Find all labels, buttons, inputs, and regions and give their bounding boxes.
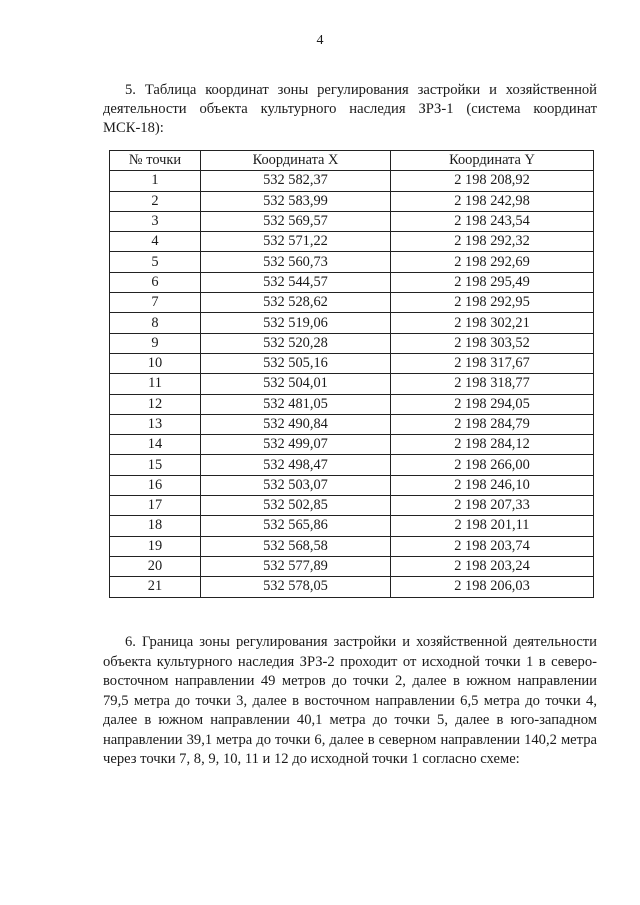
cell-coordinate-x: 532 503,07: [201, 475, 391, 495]
table-row: [110, 353, 594, 373]
table-row: [110, 577, 594, 597]
cell-coordinate-y: 2 198 242,98: [391, 191, 594, 211]
cell-coordinate-x: 532 582,37: [201, 171, 391, 191]
cell-coordinate-y: 2 198 208,92: [391, 171, 594, 191]
cell-coordinate-y: 2 198 266,00: [391, 455, 594, 475]
cell-coordinate-y: 2 198 318,77: [391, 374, 594, 394]
cell-point-number: 7: [110, 293, 201, 313]
cell-coordinate-x: 532 502,85: [201, 496, 391, 516]
table-row: [110, 536, 594, 556]
table-row: [110, 232, 594, 252]
cell-point-number: 5: [110, 252, 201, 272]
cell-coordinate-x: 532 498,47: [201, 455, 391, 475]
cell-coordinate-x: 532 544,57: [201, 272, 391, 292]
cell-coordinate-y: 2 198 284,12: [391, 435, 594, 455]
cell-point-number: 21: [110, 577, 201, 597]
cell-point-number: 9: [110, 333, 201, 353]
table-row: [110, 516, 594, 536]
table-row: [110, 394, 594, 414]
cell-point-number: 2: [110, 191, 201, 211]
cell-coordinate-y: 2 198 303,52: [391, 333, 594, 353]
cell-coordinate-x: 532 583,99: [201, 191, 391, 211]
table-row: [110, 171, 594, 191]
cell-coordinate-y: 2 198 317,67: [391, 353, 594, 373]
cell-coordinate-y: 2 198 294,05: [391, 394, 594, 414]
table-row: [110, 374, 594, 394]
table-row: [110, 211, 594, 231]
coordinates-table: [109, 150, 594, 598]
cell-coordinate-x: 532 519,06: [201, 313, 391, 333]
table-body: [110, 171, 594, 597]
table-header-row: [110, 151, 594, 171]
cell-coordinate-y: 2 198 292,32: [391, 232, 594, 252]
cell-coordinate-x: 532 490,84: [201, 414, 391, 434]
cell-coordinate-y: 2 198 295,49: [391, 272, 594, 292]
cell-point-number: 16: [110, 475, 201, 495]
cell-point-number: 11: [110, 374, 201, 394]
cell-point-number: 17: [110, 496, 201, 516]
cell-point-number: 10: [110, 353, 201, 373]
table-row: [110, 333, 594, 353]
cell-coordinate-y: 2 198 243,54: [391, 211, 594, 231]
header-coordinate-x: Координата X: [201, 151, 391, 171]
table-row: [110, 293, 594, 313]
table-row: [110, 414, 594, 434]
cell-point-number: 6: [110, 272, 201, 292]
table-row: [110, 191, 594, 211]
cell-coordinate-y: 2 198 284,79: [391, 414, 594, 434]
cell-point-number: 15: [110, 455, 201, 475]
table-row: [110, 435, 594, 455]
page-number: 4: [316, 33, 324, 48]
cell-coordinate-x: 532 571,22: [201, 232, 391, 252]
table-row: [110, 252, 594, 272]
cell-coordinate-x: 532 528,62: [201, 293, 391, 313]
cell-point-number: 1: [110, 171, 201, 191]
cell-coordinate-y: 2 198 203,74: [391, 536, 594, 556]
cell-coordinate-y: 2 198 201,11: [391, 516, 594, 536]
cell-point-number: 19: [110, 536, 201, 556]
cell-point-number: 13: [110, 414, 201, 434]
cell-coordinate-y: 2 198 206,03: [391, 577, 594, 597]
cell-coordinate-x: 532 569,57: [201, 211, 391, 231]
cell-coordinate-y: 2 198 207,33: [391, 496, 594, 516]
cell-coordinate-x: 532 499,07: [201, 435, 391, 455]
cell-coordinate-x: 532 565,86: [201, 516, 391, 536]
cell-coordinate-x: 532 568,58: [201, 536, 391, 556]
header-coordinate-y: Координата Y: [391, 151, 594, 171]
section-5-paragraph: 5. Таблица координат зоны регулирования застройки и хозяйственной деятельности объекта культурного наследия ЗРЗ-1 (система координат МСК-18):: [103, 82, 597, 136]
cell-point-number: 3: [110, 211, 201, 231]
cell-point-number: 14: [110, 435, 201, 455]
cell-coordinate-y: 2 198 246,10: [391, 475, 594, 495]
cell-coordinate-y: 2 198 292,69: [391, 252, 594, 272]
cell-point-number: 4: [110, 232, 201, 252]
cell-point-number: 8: [110, 313, 201, 333]
table-row: [110, 475, 594, 495]
cell-coordinate-x: 532 504,01: [201, 374, 391, 394]
cell-coordinate-y: 2 198 302,21: [391, 313, 594, 333]
table-row: [110, 455, 594, 475]
cell-coordinate-x: 532 520,28: [201, 333, 391, 353]
section-6-paragraph: 6. Граница зоны регулирования застройки и хозяйственной деятельности объекта культурного наследия ЗРЗ-2 проходит от исходной точки 1 в северо-восточном направлении 49 метров до точки 2, далее в южном направлении 79,5 метра до точки 3, далее в восточном направлении 6,5 метра до точки 4, далее в южном направлении 40,1 метра до точки 5, далее в юго-западном направлении 39,1 метра до точки 6, далее в северном направлении 140,2 метра через точки 7, 8, 9, 10, 11 и 12 до исходной точки 1 согласно схеме:: [103, 634, 597, 767]
cell-coordinate-x: 532 577,89: [201, 556, 391, 576]
table-row: [110, 496, 594, 516]
cell-point-number: 20: [110, 556, 201, 576]
header-point-number: № точки: [110, 151, 201, 171]
cell-coordinate-x: 532 481,05: [201, 394, 391, 414]
table-row: [110, 313, 594, 333]
cell-coordinate-x: 532 505,16: [201, 353, 391, 373]
table-row: [110, 556, 594, 576]
cell-coordinate-x: 532 560,73: [201, 252, 391, 272]
cell-point-number: 18: [110, 516, 201, 536]
cell-coordinate-y: 2 198 292,95: [391, 293, 594, 313]
cell-coordinate-y: 2 198 203,24: [391, 556, 594, 576]
table-row: [110, 272, 594, 292]
cell-point-number: 12: [110, 394, 201, 414]
cell-coordinate-x: 532 578,05: [201, 577, 391, 597]
